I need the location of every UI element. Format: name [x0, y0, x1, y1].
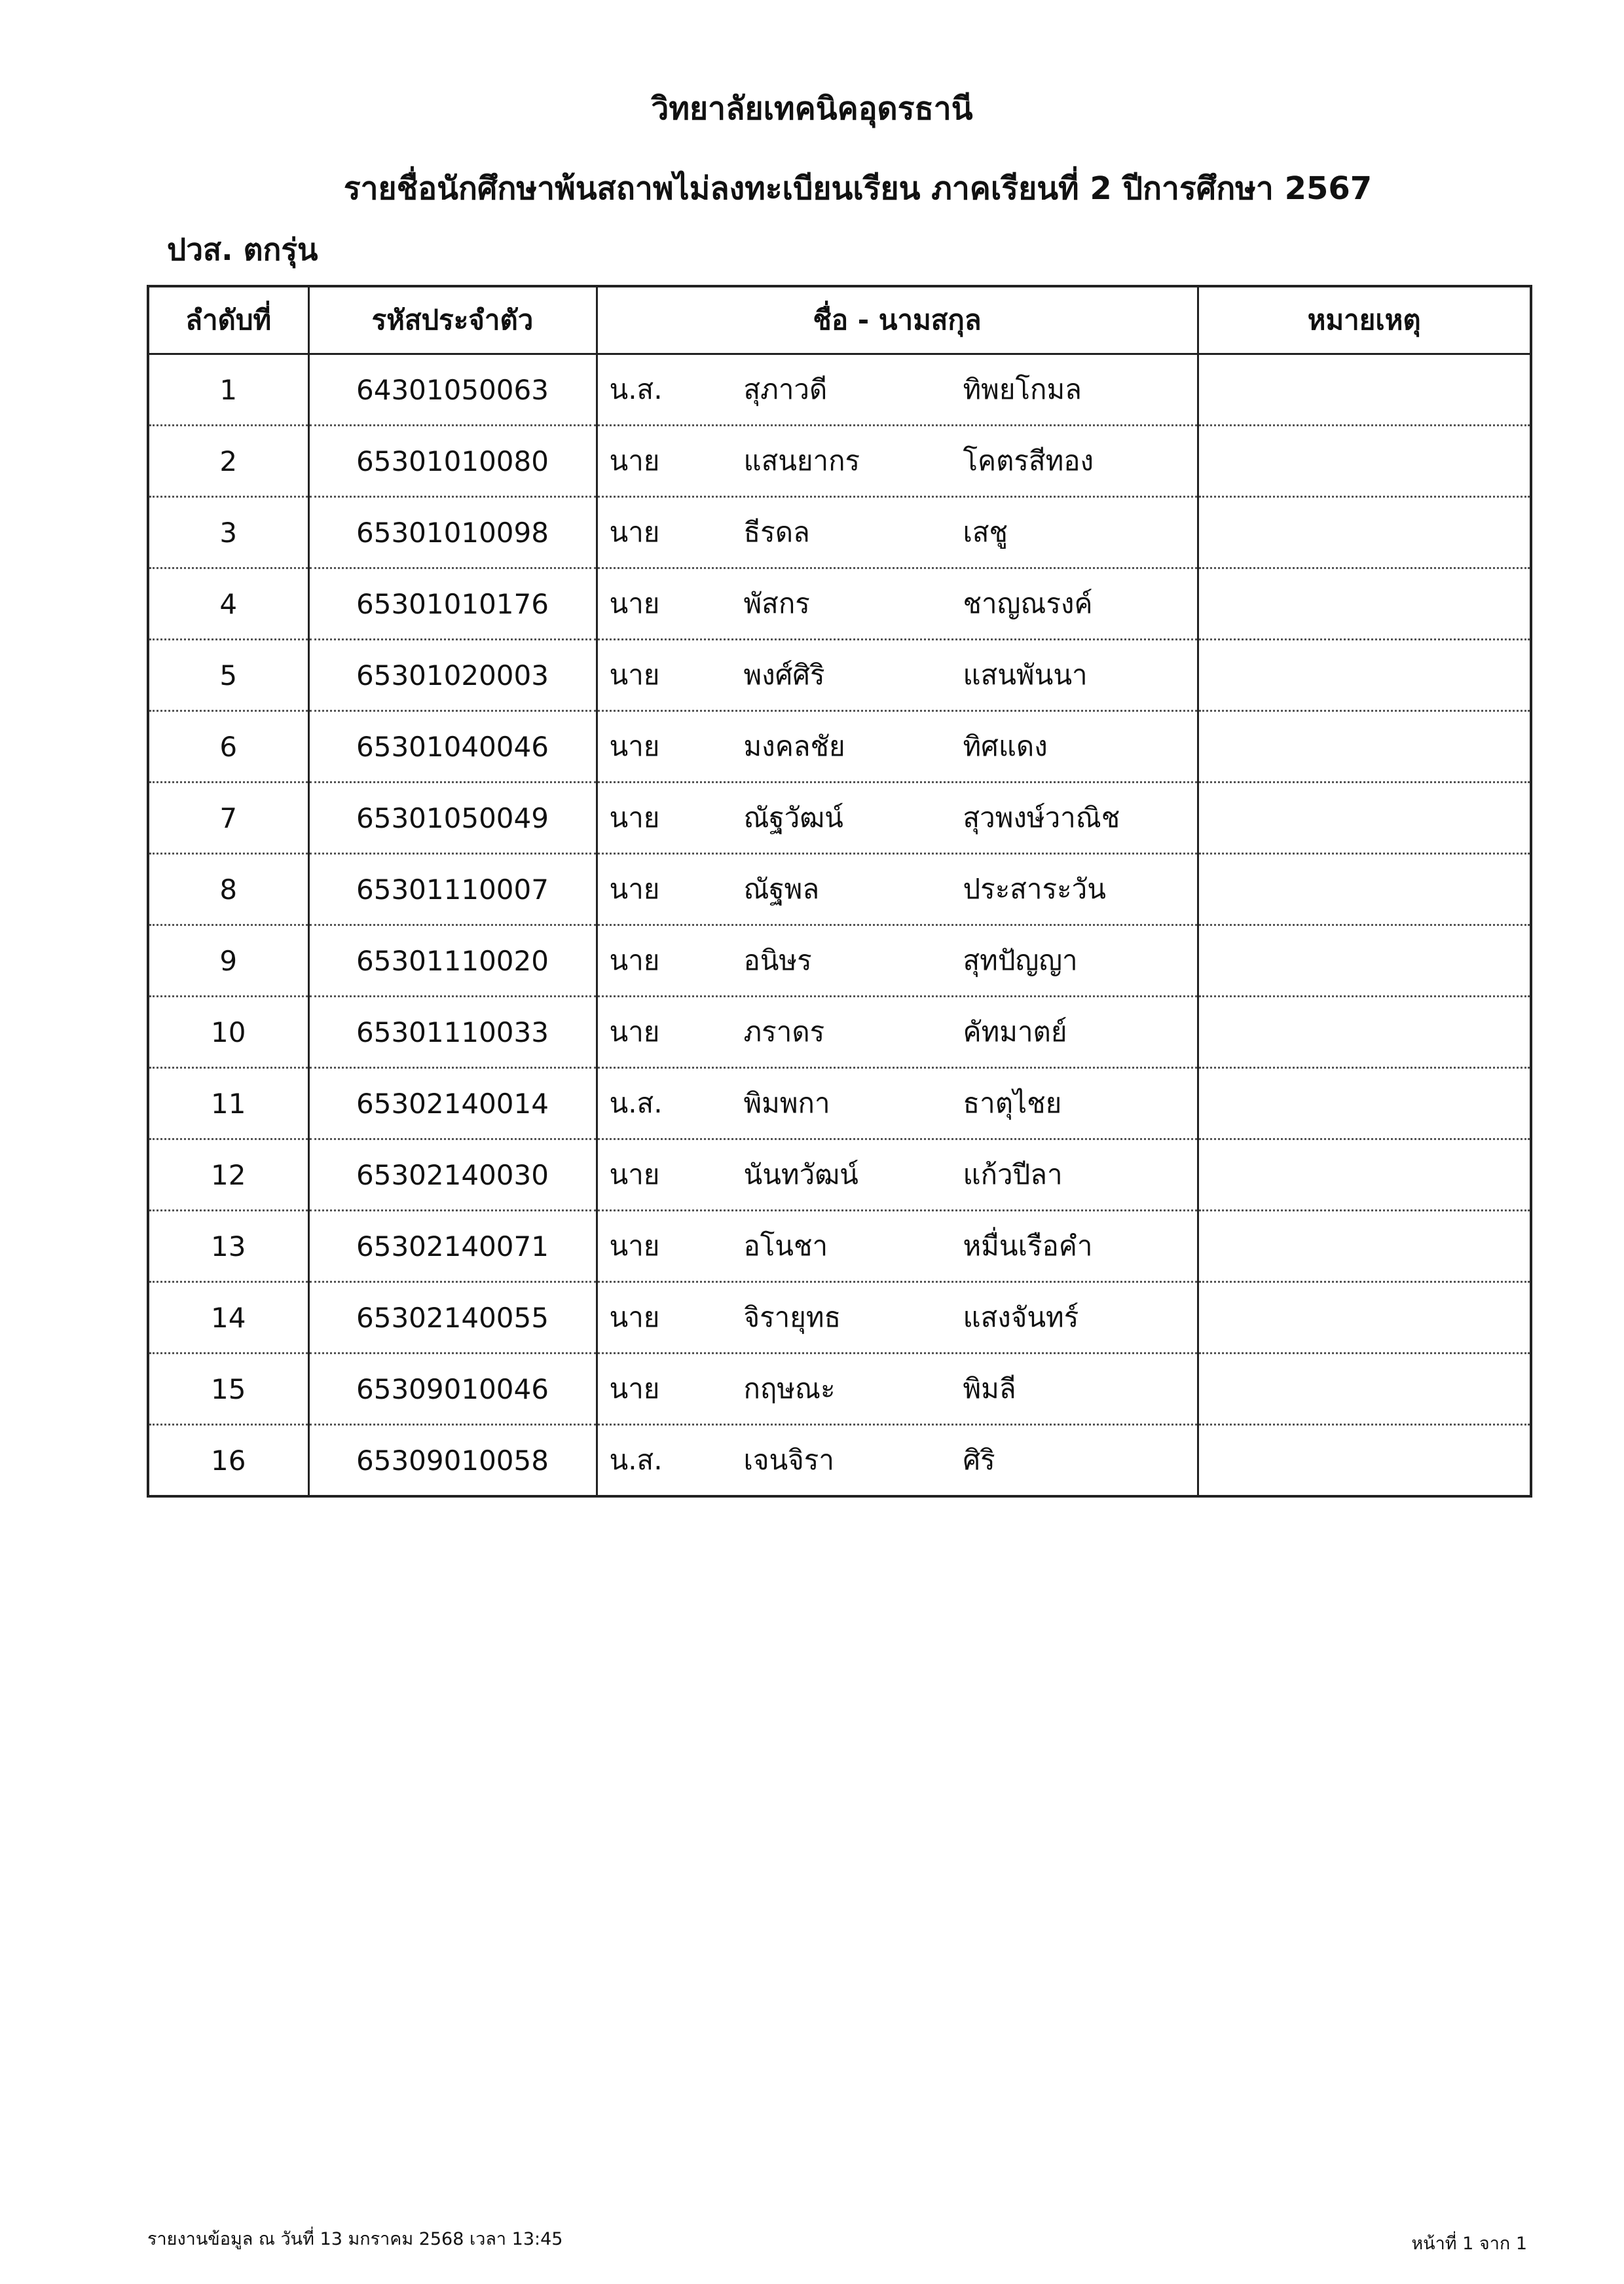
table-row — [148, 1354, 1531, 1425]
remark — [1198, 354, 1531, 426]
name-prefix: น.ส. — [609, 1444, 663, 1476]
remark — [1198, 925, 1531, 997]
student-id: 65301020003 — [308, 640, 597, 711]
table-header-row — [148, 286, 1531, 354]
last-name: โคตรสีทอง — [963, 445, 1094, 477]
last-name: หมื่นเรือคำ — [963, 1230, 1093, 1262]
name-prefix: นาย — [609, 1158, 660, 1190]
remark — [1198, 1425, 1531, 1497]
remark — [1198, 1282, 1531, 1354]
table-row — [148, 1068, 1531, 1139]
remark — [1198, 997, 1531, 1068]
student-id: 65309010046 — [308, 1354, 597, 1425]
last-name: ประสาระวัน — [963, 873, 1106, 905]
table-row — [148, 640, 1531, 711]
student-name — [597, 1425, 1198, 1497]
student-id: 65302140030 — [308, 1139, 597, 1211]
remark — [1198, 568, 1531, 640]
student-id: 65302140055 — [308, 1282, 597, 1354]
first-name: ณัฐพล — [743, 873, 820, 905]
student-name — [597, 354, 1198, 426]
last-name: ทิศแดง — [963, 730, 1048, 762]
name-prefix: นาย — [609, 445, 660, 477]
student-name — [597, 997, 1198, 1068]
student-name — [597, 497, 1198, 568]
table-row — [148, 354, 1531, 426]
remark — [1198, 1068, 1531, 1139]
row-number: 1 — [148, 354, 308, 426]
row-number: 5 — [148, 640, 308, 711]
last-name: คัทมาตย์ — [963, 1016, 1067, 1048]
student-id: 65301050049 — [308, 783, 597, 854]
name-prefix: นาย — [609, 659, 660, 691]
first-name: กฤษณะ — [743, 1372, 836, 1405]
remark — [1198, 1354, 1531, 1425]
header-no: ลำดับที่ — [148, 286, 308, 354]
student-name — [597, 1354, 1198, 1425]
table-row — [148, 1139, 1531, 1211]
row-number: 8 — [148, 854, 308, 925]
first-name: สุภาวดี — [743, 373, 828, 405]
name-prefix: นาย — [609, 801, 660, 834]
name-prefix: นาย — [609, 873, 660, 905]
student-id: 65302140014 — [308, 1068, 597, 1139]
remark — [1198, 1211, 1531, 1282]
last-name: ศิริ — [963, 1444, 995, 1476]
row-number: 12 — [148, 1139, 308, 1211]
last-name: พิมลี — [963, 1372, 1016, 1405]
name-prefix: นาย — [609, 587, 660, 619]
row-number: 7 — [148, 783, 308, 854]
last-name: สุวพงษ์วาณิช — [963, 801, 1120, 834]
page-number: หน้าที่ 1 จาก 1 — [1411, 2234, 1527, 2254]
table-row — [148, 783, 1531, 854]
first-name: จิรายุทธ — [743, 1301, 841, 1333]
remark — [1198, 426, 1531, 497]
remark — [1198, 497, 1531, 568]
remark — [1198, 640, 1531, 711]
student-name — [597, 711, 1198, 783]
first-name: เจนจิรา — [743, 1444, 834, 1476]
header-remark: หมายเหตุ — [1198, 286, 1531, 354]
table-row — [148, 426, 1531, 497]
student-id: 65301010080 — [308, 426, 597, 497]
section-label: ปวส. ตกรุ่น — [167, 232, 318, 267]
remark — [1198, 783, 1531, 854]
student-name — [597, 783, 1198, 854]
row-number: 13 — [148, 1211, 308, 1282]
remark — [1198, 854, 1531, 925]
last-name: สุทปัญญา — [963, 944, 1078, 976]
student-name — [597, 1211, 1198, 1282]
row-number: 14 — [148, 1282, 308, 1354]
last-name: เสชู — [963, 516, 1008, 548]
first-name: นันทวัฒน์ — [743, 1158, 858, 1190]
row-number: 2 — [148, 426, 308, 497]
student-name — [597, 1139, 1198, 1211]
last-name: ชาญณรงค์ — [963, 587, 1093, 619]
row-number: 9 — [148, 925, 308, 997]
table-row — [148, 568, 1531, 640]
name-prefix: นาย — [609, 1016, 660, 1048]
row-number: 15 — [148, 1354, 308, 1425]
student-id: 65302140071 — [308, 1211, 597, 1282]
student-id: 65301010176 — [308, 568, 597, 640]
student-id: 65309010058 — [308, 1425, 597, 1497]
last-name: แก้วปีลา — [963, 1158, 1063, 1190]
header-student-id: รหัสประจำตัว — [308, 286, 597, 354]
first-name: อนิษร — [743, 944, 812, 976]
student-name — [597, 854, 1198, 925]
row-number: 3 — [148, 497, 308, 568]
name-prefix: นาย — [609, 1301, 660, 1333]
table-row — [148, 711, 1531, 783]
student-id: 64301050063 — [308, 354, 597, 426]
student-name — [597, 640, 1198, 711]
table-row — [148, 497, 1531, 568]
name-prefix: นาย — [609, 944, 660, 976]
header-name: ชื่อ - นามสกุล — [597, 286, 1198, 354]
student-table — [147, 285, 1532, 1498]
student-id: 65301010098 — [308, 497, 597, 568]
remark — [1198, 1139, 1531, 1211]
table-row — [148, 1425, 1531, 1497]
name-prefix: นาย — [609, 1372, 660, 1405]
row-number: 10 — [148, 997, 308, 1068]
table-row — [148, 1282, 1531, 1354]
student-id: 65301040046 — [308, 711, 597, 783]
table-row — [148, 925, 1531, 997]
college-name: วิทยาลัยเทคนิคอุดรธานี — [651, 90, 973, 127]
table-row — [148, 997, 1531, 1068]
first-name: ภราดร — [743, 1016, 825, 1048]
first-name: พิมพกา — [743, 1087, 830, 1119]
row-number: 4 — [148, 568, 308, 640]
row-number: 11 — [148, 1068, 308, 1139]
first-name: ณัฐวัฒน์ — [743, 801, 843, 834]
table-body — [148, 354, 1531, 1497]
last-name: ทิพยโกมล — [963, 373, 1082, 405]
row-number: 16 — [148, 1425, 308, 1497]
name-prefix: นาย — [609, 730, 660, 762]
last-name: ธาตุไชย — [963, 1087, 1062, 1119]
name-prefix: น.ส. — [609, 1087, 663, 1119]
first-name: พงศ์ศิริ — [743, 659, 825, 691]
student-name — [597, 925, 1198, 997]
remark — [1198, 711, 1531, 783]
table-row — [148, 1211, 1531, 1282]
student-id: 65301110020 — [308, 925, 597, 997]
first-name: อโนชา — [743, 1230, 828, 1262]
first-name: มงคลชัย — [743, 730, 845, 762]
report-title: รายชื่อนักศึกษาพ้นสถาพไม่ลงทะเบียนเรียน ภาคเรียนที่ 2 ปีการศึกษา 2567 — [343, 170, 1373, 207]
row-number: 6 — [148, 711, 308, 783]
report-date: รายงานข้อมูล ณ วันที่ 13 มกราคม 2568 เวลา 13:45 — [147, 2229, 563, 2249]
first-name: ธีรดล — [743, 516, 810, 548]
first-name: พัสกร — [743, 587, 810, 619]
last-name: แสนพันนา — [963, 659, 1088, 691]
last-name: แสงจันทร์ — [963, 1301, 1079, 1333]
table-row — [148, 854, 1531, 925]
student-name — [597, 568, 1198, 640]
student-name — [597, 1068, 1198, 1139]
name-prefix: นาย — [609, 1230, 660, 1262]
student-id: 65301110033 — [308, 997, 597, 1068]
name-prefix: นาย — [609, 516, 660, 548]
student-name — [597, 1282, 1198, 1354]
name-prefix: น.ส. — [609, 373, 663, 405]
first-name: แสนยากร — [743, 445, 860, 477]
student-id: 65301110007 — [308, 854, 597, 925]
student-name — [597, 426, 1198, 497]
